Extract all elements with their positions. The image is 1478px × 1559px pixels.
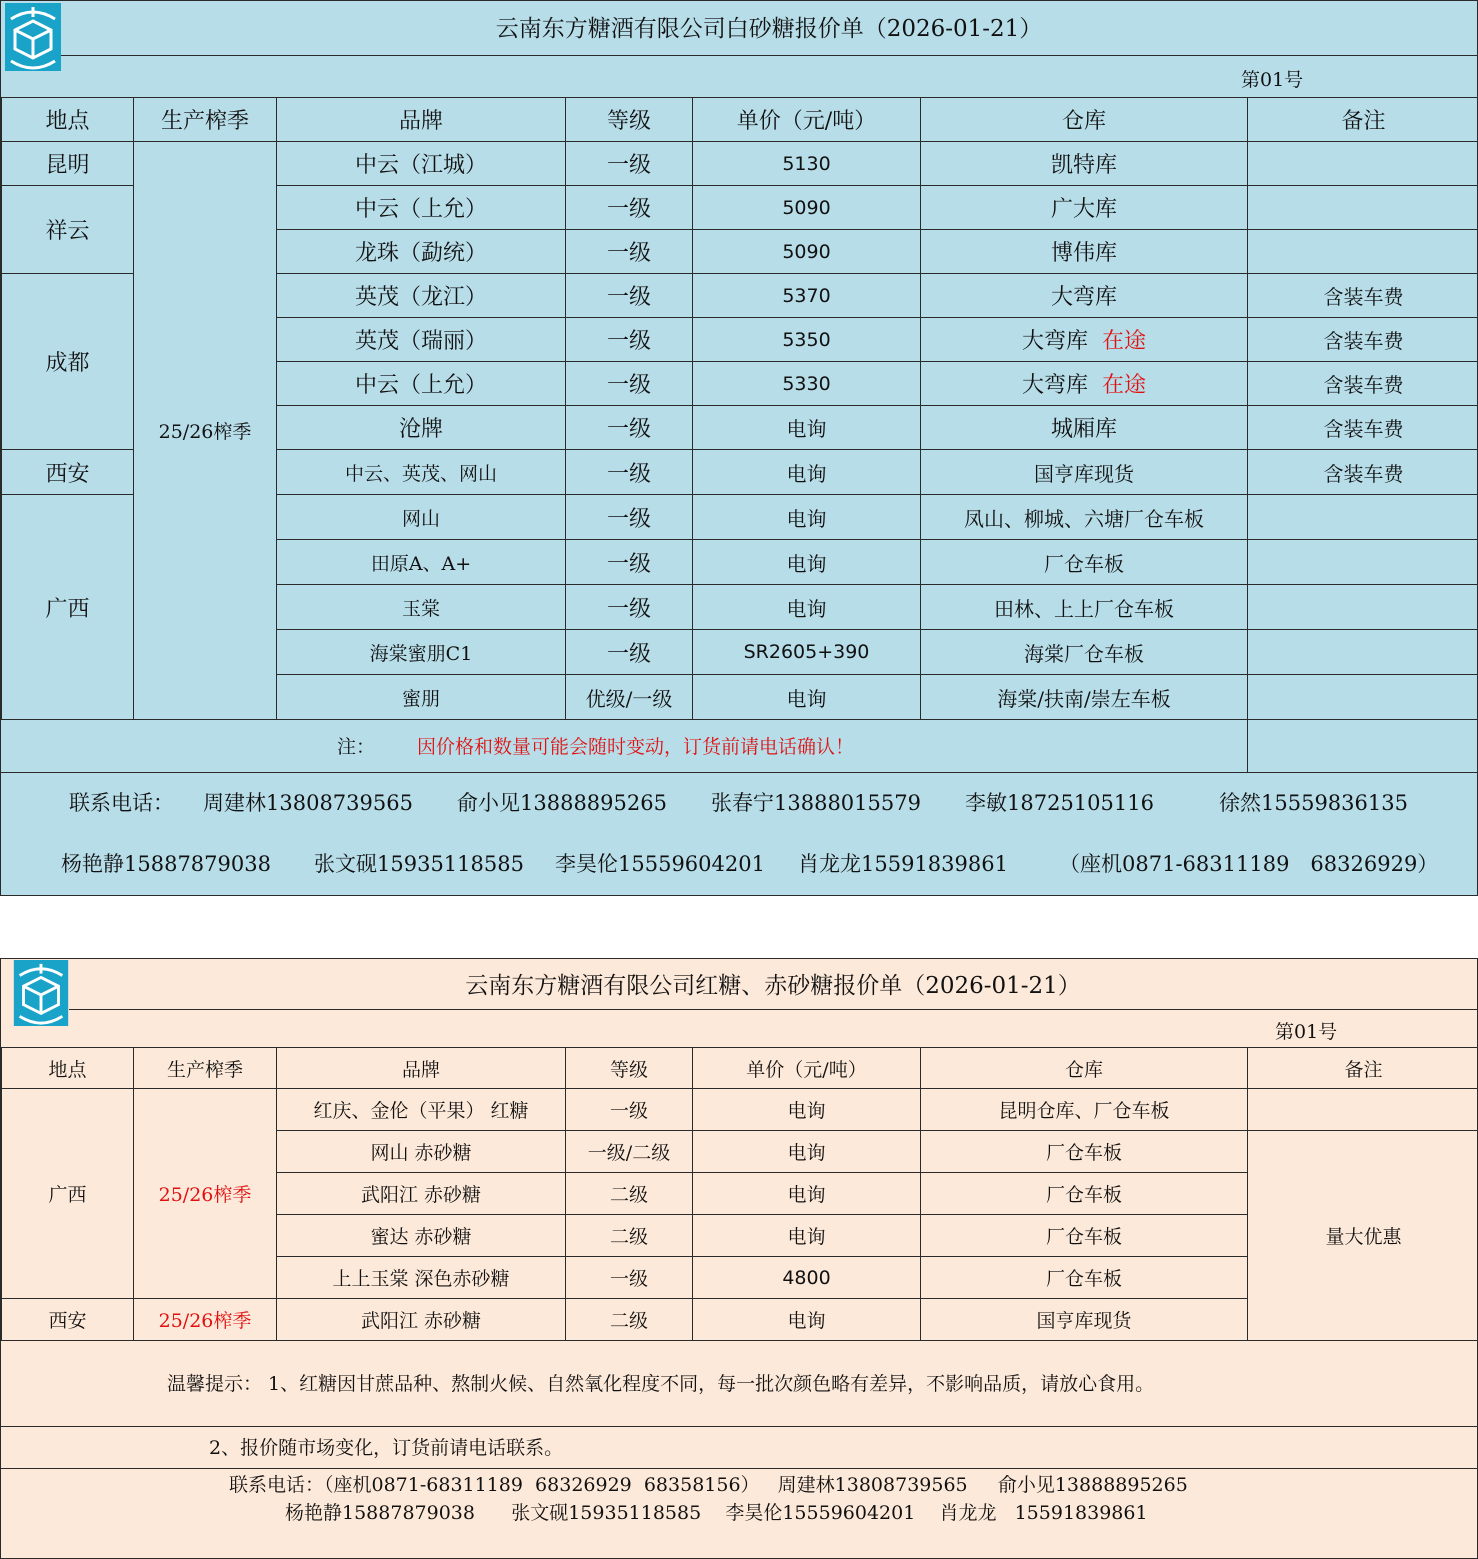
remark-cell: [1248, 230, 1478, 274]
contact-entry: 肖龙龙15591839861: [798, 852, 1008, 876]
contact-label: 联系电话：: [69, 791, 174, 815]
price-notice-row: [1, 719, 1478, 773]
in-transit-label: 在途: [1102, 373, 1147, 398]
remark-cell: 含装车费: [1248, 362, 1478, 406]
warehouse-cell: 广大库: [921, 186, 1248, 230]
price-cell: 电询: [693, 1131, 921, 1173]
header-warehouse: 仓库: [921, 98, 1248, 142]
brand-cell: 蜜达 赤砂糖: [277, 1215, 566, 1257]
remark-cell: 含装车费: [1248, 450, 1478, 495]
brand-cell: 上上玉棠 深色赤砂糖: [277, 1257, 566, 1299]
price-cell: 5330: [693, 362, 921, 406]
remark-cell: [1248, 540, 1478, 585]
remark-cell: [1248, 142, 1478, 186]
company-logo-icon: [13, 960, 69, 1026]
warehouse-cell: 厂仓车板: [921, 1131, 1248, 1173]
brown-sugar-quote-sheet: [0, 958, 1478, 1559]
brand-cell: 龙珠（勐统）: [277, 230, 566, 274]
grade-cell: 一级: [566, 318, 693, 362]
price-cell: 电询: [693, 675, 921, 720]
grade-cell: 一级: [566, 230, 693, 274]
remark-cell: 含装车费: [1248, 318, 1478, 362]
warehouse-cell: 凤山、柳城、六塘厂仓车板: [921, 495, 1248, 540]
header-location: 地点: [2, 98, 134, 142]
remark-cell: 含装车费: [1248, 406, 1478, 450]
grade-cell: 一级: [566, 406, 693, 450]
warehouse-name: 大弯库: [1021, 329, 1088, 354]
tip-line-2: 2、报价随市场变化，订货前请电话联系。: [1, 1427, 1478, 1469]
remark-cell: [1248, 495, 1478, 540]
grade-cell: 一级: [566, 1257, 693, 1299]
warehouse-cell: 海棠厂仓车板: [921, 630, 1248, 675]
price-cell: 电询: [693, 1089, 921, 1131]
header-remark: 备注: [1248, 98, 1478, 142]
header-warehouse: 仓库: [921, 1048, 1248, 1089]
warehouse-cell: 大弯库: [921, 274, 1248, 318]
warehouse-name: 大弯库: [1021, 373, 1088, 398]
location-cell: 祥云: [2, 186, 134, 274]
price-cell: 5370: [693, 274, 921, 318]
price-cell: SR2605+390: [693, 630, 921, 675]
header-location: 地点: [2, 1048, 134, 1089]
brand-cell: 玉棠: [277, 585, 566, 630]
remark-cell: [1248, 585, 1478, 630]
grade-cell: 二级: [566, 1215, 693, 1257]
warehouse-cell: 厂仓车板: [921, 540, 1248, 585]
remark-cell: [1248, 630, 1478, 675]
contact-line-2: 杨艳静15887879038 张文砚15935118585 李昊伦15559604201 肖龙龙 15591839861: [285, 1502, 1148, 1524]
remark-cell: [1248, 1089, 1478, 1131]
brand-cell: 英茂（瑞丽）: [277, 318, 566, 362]
grade-cell: 一级: [566, 186, 693, 230]
grade-cell: 一级: [566, 142, 693, 186]
warehouse-cell: 昆明仓库、厂仓车板: [921, 1089, 1248, 1131]
price-cell: 5090: [693, 230, 921, 274]
header-remark: 备注: [1248, 1048, 1478, 1089]
brand-cell: 海棠蜜朋C1: [277, 630, 566, 675]
warehouse-cell: 凯特库: [921, 142, 1248, 186]
brand-cell: 中云（上允）: [277, 362, 566, 406]
season-cell: 25/26榨季: [134, 1089, 277, 1299]
brand-cell: 网山 赤砂糖: [277, 1131, 566, 1173]
brand-cell: 沧牌: [277, 406, 566, 450]
page-title: 云南东方糖酒有限公司白砂糖报价单（2026-01-21）: [61, 1, 1477, 56]
warehouse-cell: 田林、上上厂仓车板: [921, 585, 1248, 630]
contact-entry: 李昊伦15559604201: [555, 852, 765, 876]
header-season: 生产榨季: [134, 98, 277, 142]
season-cell: 25/26榨季: [134, 1299, 277, 1341]
price-cell: 电询: [693, 406, 921, 450]
header-price: 单价（元/吨）: [693, 1048, 921, 1089]
remark-cell: 含装车费: [1248, 274, 1478, 318]
warehouse-cell: 厂仓车板: [921, 1173, 1248, 1215]
price-cell: 电询: [693, 540, 921, 585]
price-cell: 5130: [693, 142, 921, 186]
warehouse-cell: 国亨库现货: [921, 1299, 1248, 1341]
warehouse-cell: 海棠/扶南/崇左车板: [921, 675, 1248, 720]
location-cell: 西安: [2, 450, 134, 495]
brand-cell: 武阳江 赤砂糖: [277, 1299, 566, 1341]
brand-cell: 红庆、金伦（平果） 红糖: [277, 1089, 566, 1131]
price-cell: 电询: [693, 450, 921, 495]
contact-entry: 张春宁13888015579: [711, 791, 921, 815]
contact-entry: 杨艳静15887879038: [61, 852, 271, 876]
brand-cell: 中云、英茂、网山: [277, 450, 566, 495]
warehouse-cell: 城厢库: [921, 406, 1248, 450]
contact-entry: 徐然15559836135: [1219, 791, 1408, 815]
brand-cell: 田原A、A+: [277, 540, 566, 585]
brand-cell: 网山: [277, 495, 566, 540]
price-cell: 电询: [693, 495, 921, 540]
header-grade: 等级: [566, 98, 693, 142]
location-cell: 昆明: [2, 142, 134, 186]
warehouse-cell: 博伟库: [921, 230, 1248, 274]
warehouse-cell: [921, 318, 1248, 362]
header-brand: 品牌: [277, 98, 566, 142]
company-logo-icon: [5, 3, 61, 71]
remark-cell: 量大优惠: [1248, 1131, 1478, 1341]
price-cell: 5090: [693, 186, 921, 230]
page-title: 云南东方糖酒有限公司红糖、赤砂糖报价单（2026-01-21）: [69, 959, 1477, 1010]
header-price: 单价（元/吨）: [693, 98, 921, 142]
location-cell: 广西: [2, 495, 134, 720]
landline-entry: （座机0871-68311189 68326929）: [1059, 852, 1439, 876]
price-cell: 电询: [693, 585, 921, 630]
price-cell: 4800: [693, 1257, 921, 1299]
contact-entry: 张文砚15935118585: [314, 852, 524, 876]
brand-cell: 中云（上允）: [277, 186, 566, 230]
grade-cell: 一级: [566, 1089, 693, 1131]
brown-sugar-price-table: [1, 1047, 1478, 1341]
grade-cell: 一级: [566, 495, 693, 540]
grade-cell: 一级/二级: [566, 1131, 693, 1173]
grade-cell: 一级: [566, 630, 693, 675]
contact-entry: 周建林13808739565: [203, 791, 413, 815]
note-label: 注：: [337, 736, 376, 758]
header-grade: 等级: [566, 1048, 693, 1089]
price-cell: 电询: [693, 1215, 921, 1257]
warehouse-cell: 厂仓车板: [921, 1215, 1248, 1257]
price-cell: 电询: [693, 1173, 921, 1215]
tip-line-1: 温馨提示： 1、红糖因甘蔗品种、熬制火候、自然氧化程度不同，每一批次颜色略有差异，不影响品质，请放心食用。: [1, 1341, 1478, 1427]
header-brand: 品牌: [277, 1048, 566, 1089]
brand-cell: 武阳江 赤砂糖: [277, 1173, 566, 1215]
table-row: [2, 1089, 1478, 1131]
contact-entry: 俞小见13888895265: [457, 791, 667, 815]
location-cell: 广西: [2, 1089, 134, 1299]
location-cell: 西安: [2, 1299, 134, 1341]
warehouse-cell: [921, 362, 1248, 406]
price-notice-cell: [1, 720, 1248, 772]
white-sugar-price-table: [1, 97, 1478, 720]
season-cell: 25/26榨季: [134, 142, 277, 720]
remark-cell: [1248, 675, 1478, 720]
grade-cell: 二级: [566, 1173, 693, 1215]
grade-cell: 二级: [566, 1299, 693, 1341]
issue-number: 第01号: [1275, 1021, 1338, 1043]
location-cell: 成都: [2, 274, 134, 450]
price-cell: 电询: [693, 1299, 921, 1341]
grade-cell: 一级: [566, 450, 693, 495]
grade-cell: 一级: [566, 540, 693, 585]
grade-cell: 一级: [566, 274, 693, 318]
brand-cell: 英茂（龙江）: [277, 274, 566, 318]
issue-number: 第01号: [1241, 69, 1304, 91]
header-season: 生产榨季: [134, 1048, 277, 1089]
grade-cell: 优级/一级: [566, 675, 693, 720]
table-row: [2, 142, 1478, 186]
warehouse-cell: 厂仓车板: [921, 1257, 1248, 1299]
table-header-row: [2, 1048, 1478, 1089]
remark-cell: [1248, 186, 1478, 230]
table-header-row: [2, 98, 1478, 142]
contact-line-1: 联系电话：（座机0871-68311189 68326929 68358156） 周建林13808739565 俞小见13888895265: [229, 1474, 1188, 1496]
contact-entry: 李敏18725105116: [965, 791, 1154, 815]
price-cell: 5350: [693, 318, 921, 362]
grade-cell: 一级: [566, 362, 693, 406]
warehouse-cell: 国亨库现货: [921, 450, 1248, 495]
note-text: 因价格和数量可能会随时变动，订货前请电话确认！: [417, 736, 855, 758]
in-transit-label: 在途: [1102, 329, 1147, 354]
brand-cell: 中云（江城）: [277, 142, 566, 186]
brand-cell: 蜜朋: [277, 675, 566, 720]
grade-cell: 一级: [566, 585, 693, 630]
